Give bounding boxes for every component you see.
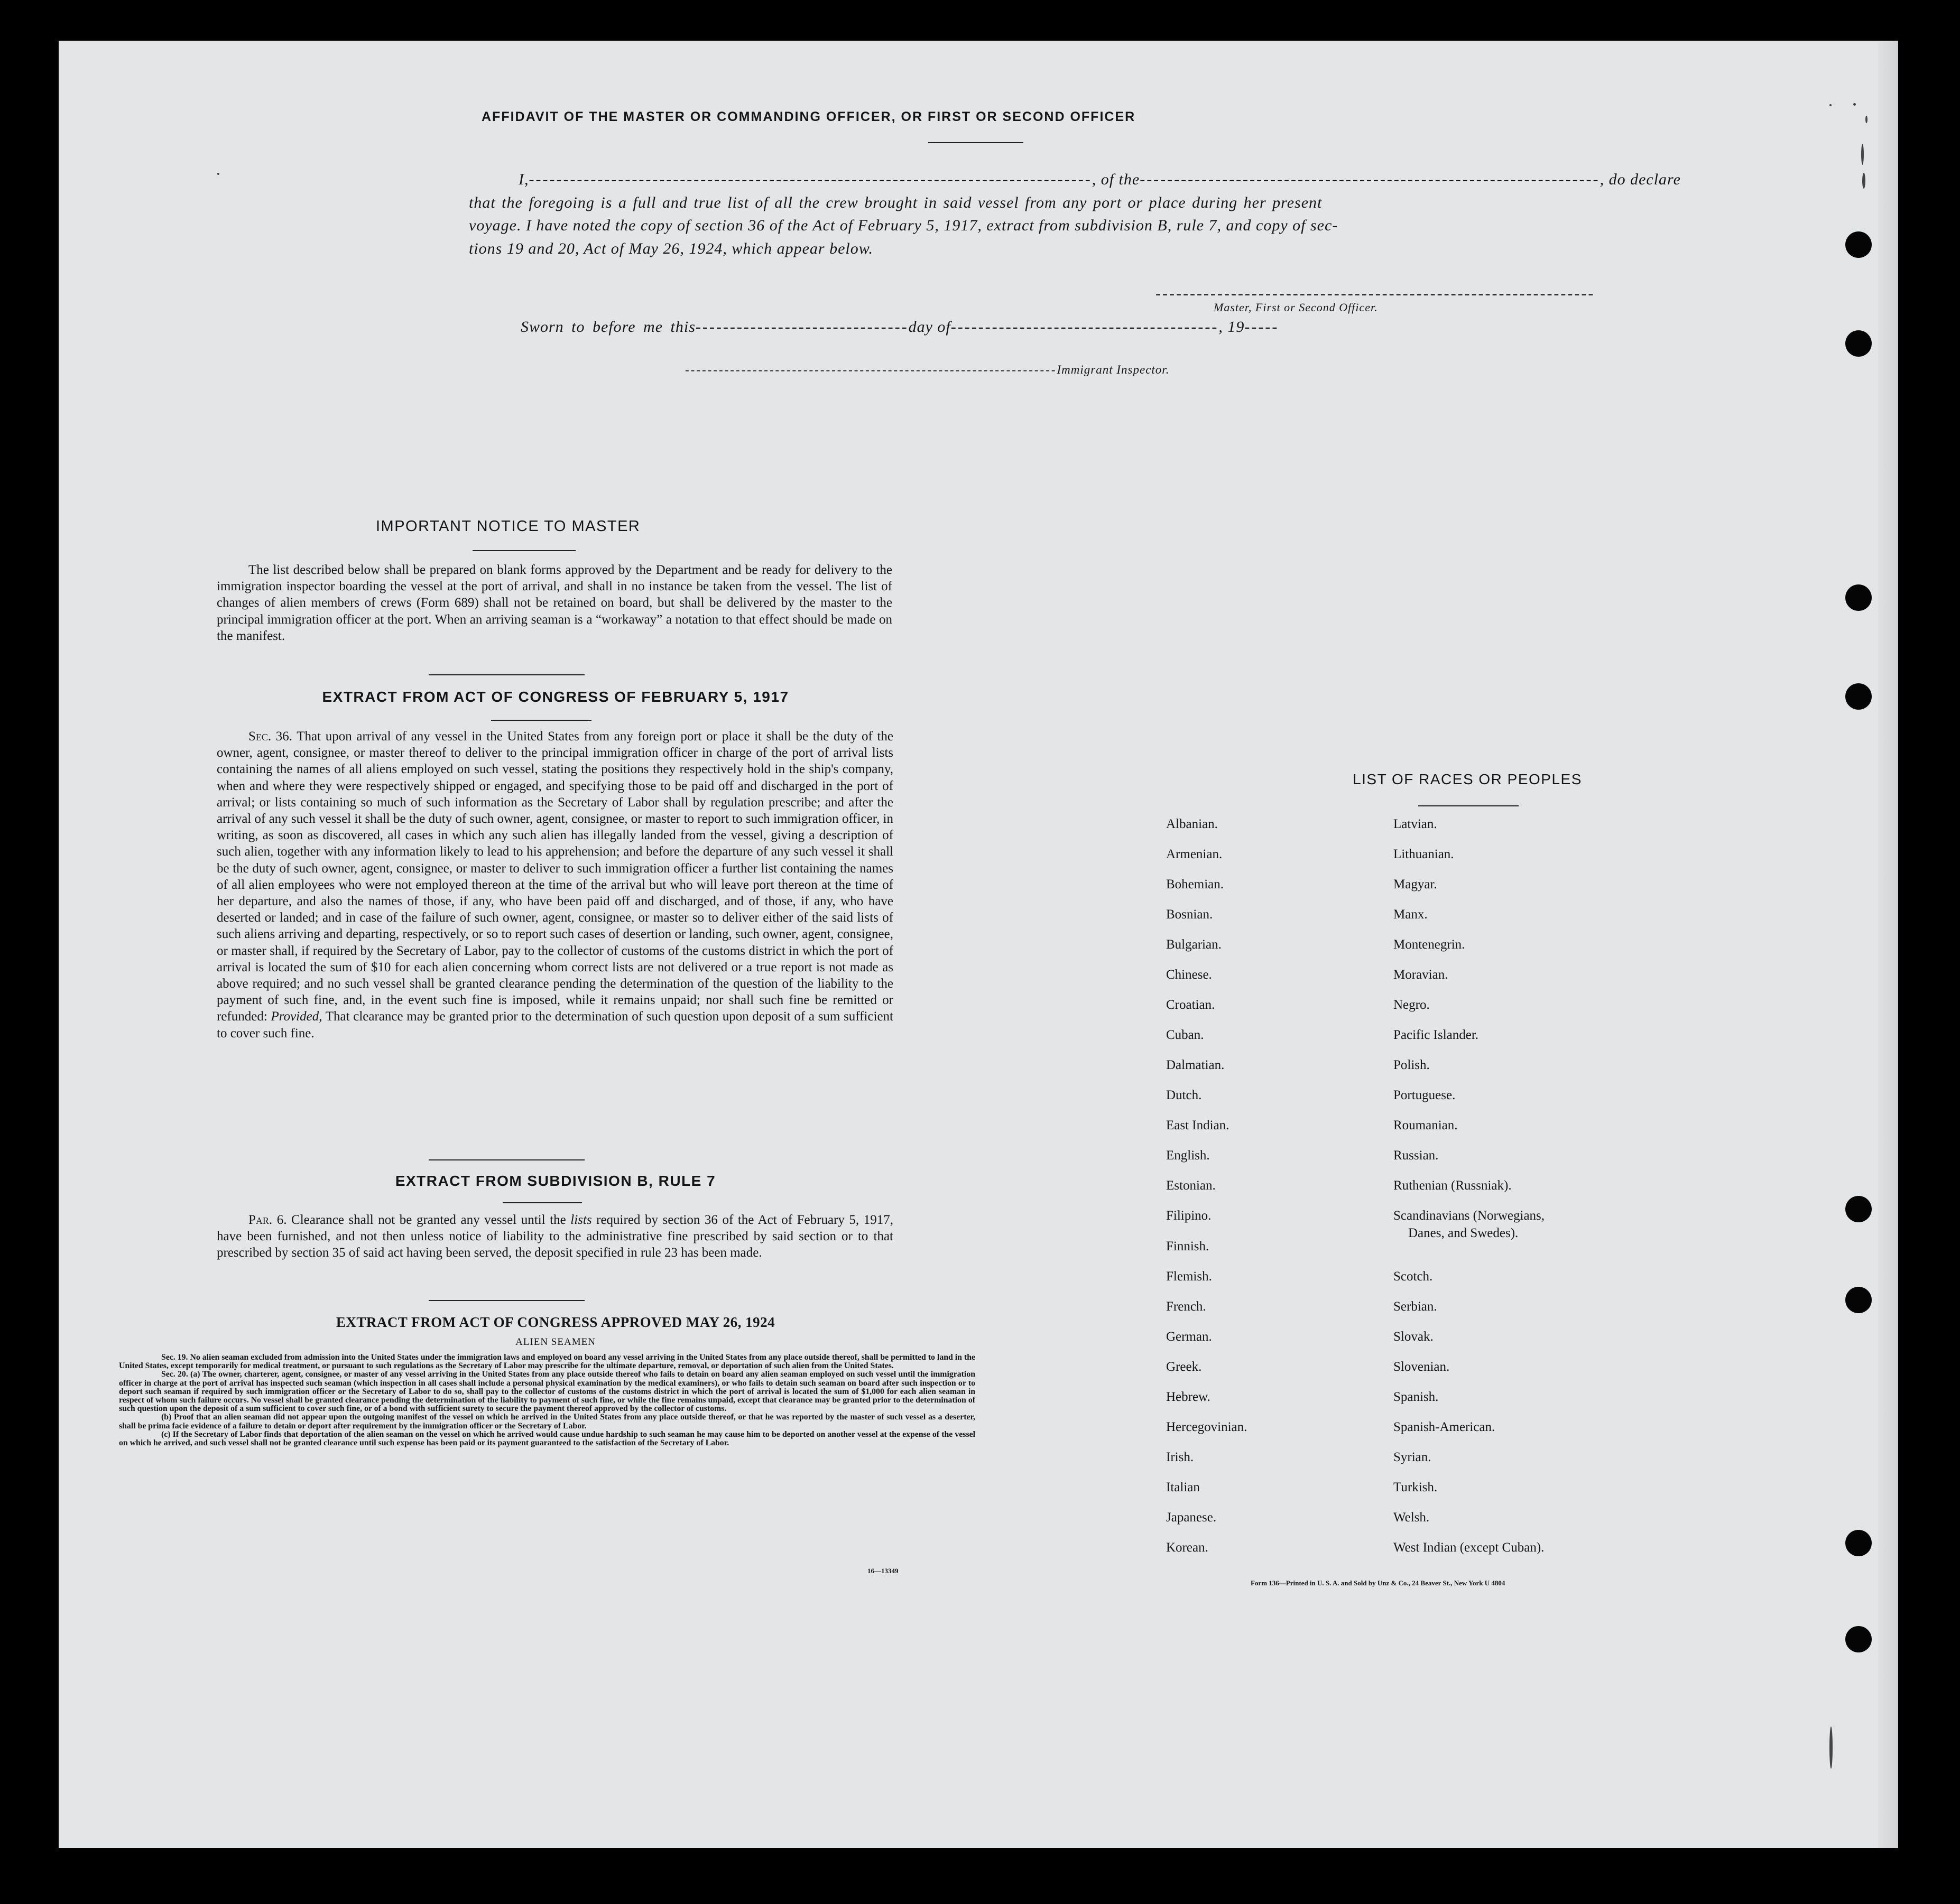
race-item: Estonian. [1166, 1178, 1216, 1193]
race-item: French. [1166, 1299, 1206, 1314]
race-item: Albanian. [1166, 817, 1218, 831]
notice-title-rule [473, 550, 576, 551]
race-item: East Indian. [1166, 1118, 1229, 1132]
sec-20c-text: (c) If the Secretary of Labor finds that deportation of the alien seaman on the vessel on which he arrived would cause undue hardship to such seaman he may cause him to be deported on another vessel at the expense of the vessel on which he arrived, and such vessel shall not be granted clearance until such expense has been paid or its payment guaranteed to the satisfaction of the Secretary of Labor. [119, 1429, 975, 1448]
extract-1917-end-rule [429, 1159, 585, 1160]
races-title-rule [1418, 805, 1519, 806]
extract-1917-title: EXTRACT FROM ACT OF CONGRESS OF FEBRUARY 5, 1917 [322, 689, 789, 705]
affidavit-line-3: voyage. I have noted the copy of section 36 of the Act of February 5, 1917, extract from subdivision B, rule 7, and copy of sec- [469, 217, 1338, 234]
form-printer-footer: Form 136—Printed in U. S. A. and Sold by Unz & Co., 24 Beaver St., New York U 4804 [1251, 1579, 1505, 1587]
race-item: Cuban. [1166, 1028, 1204, 1042]
par-6-label: Par. 6. [248, 1213, 287, 1227]
race-item: Polish. [1393, 1058, 1430, 1072]
sworn-day: day of [908, 318, 951, 336]
race-item: Moravian. [1393, 968, 1448, 982]
sec-36-body [217, 728, 893, 1042]
act-1924-title: EXTRACT FROM ACT OF CONGRESS APPROVED MAY 26, 1924 [336, 1314, 775, 1330]
extract-1917-rule [491, 720, 591, 721]
sec-20b-text: (b) Proof that an alien seaman did not appear upon the outgoing manifest of the vessel on which he arrived in the United States from any place outside thereof, or that he was reported by the master of such vessel as a deserter, shall be prima facie evidence of a failure to detain or deport after requirement by the immigration officer or the Secretary of Labor. [119, 1413, 975, 1431]
sworn-month-blank: --------------------------------------- [950, 318, 1219, 336]
race-item: Filipino. [1166, 1209, 1212, 1223]
sworn-line [521, 318, 1279, 336]
notice-body [217, 562, 892, 644]
par-6-body [217, 1212, 893, 1261]
master-signature-label: Master, First or Second Officer. [1214, 301, 1378, 314]
document-page [59, 41, 1898, 1848]
race-item: Pacific Islander. [1393, 1028, 1479, 1042]
sec-20a-text: Sec. 20. (a) The owner, charterer, agent, consignee, or master of any vessel arriving in the United States from any place outside thereof who fails to detain on board any alien seaman employed on such vessel until the immigration officer in charge at the port of arrival has inspected such seaman (which inspection in all cases shall include a personal physical examination by the medical examiners), or who fails to detain such seaman on board after such inspection or to deport such seaman if required by such immigration officer or the Secretary of Labor to do so, shall pay to the collector of customs of the customs district in which the port of arrival is located the sum of $1,000 for each alien seaman in respect of whom such failure occurs. No vessel shall be granted clearance pending the determination of the liability to payment of such fine, or while the fine remains unpaid, except that clearance may be granted prior to the determination of such question upon the deposit of a sum sufficient to cover such fine, or of a bond with sufficient surety to secure the payment thereof approved by the collector of customs. [119, 1370, 975, 1414]
race-item: Bohemian. [1166, 877, 1224, 891]
race-item: Russian. [1393, 1148, 1439, 1163]
notice-end-rule [429, 674, 585, 675]
affidavit-title: AFFIDAVIT OF THE MASTER OR COMMANDING OFFICER, OR FIRST OR SECOND OFFICER [482, 109, 1136, 124]
scan-speck [1862, 173, 1865, 189]
race-item: Hercegovinian. [1166, 1420, 1247, 1434]
race-item: Dutch. [1166, 1088, 1202, 1102]
sworn-year-blank: ----- [1244, 318, 1279, 336]
race-item: Magyar. [1393, 877, 1437, 891]
inspector-blank: ------------------------------------------------------------------ [685, 363, 1057, 376]
rule-7-rule [503, 1202, 582, 1203]
act-1924-sections [119, 1353, 975, 1447]
race-item: Lithuanian. [1393, 847, 1454, 861]
race-item: Slovenian. [1393, 1360, 1450, 1374]
race-item: Croatian. [1166, 998, 1215, 1012]
proviso-text: That clearance may be granted prior to the determination of such question upon deposit of a sum sufficient to cover such fine. [217, 1009, 894, 1041]
race-item: Japanese. [1166, 1510, 1217, 1525]
race-item: Korean. [1166, 1540, 1208, 1555]
par-6-lists: lists [570, 1213, 592, 1227]
vessel-blank: ------------------------------------------------------------------- [1140, 171, 1600, 188]
race-item: Chinese. [1166, 968, 1212, 982]
race-item: West Indian (except Cuban). [1393, 1540, 1545, 1555]
par-6-text-b: required by section 36 of the Act of February 5, 1917, have been furnished, and not then unless notice of liability to the administrative fine prescribed by said section or to that prescribed by section 35 of said act having been served, the deposit specified in rule 23 has been made. [217, 1213, 893, 1260]
act-1924-code: 16—13349 [867, 1567, 899, 1575]
race-item: Negro. [1393, 998, 1430, 1012]
sec-19-text: Sec. 19. No alien seaman excluded from admission into the United States under the immigration laws and employed on board any vessel arriving in the United States from any place outside thereof, shall be permitted to land in the United States, except temporarily for medical treatment, or pursuant to such regulations as the Secretary of Labor may prescribe for the ultimate departure, removal, or deportation of such alien from the United States. [119, 1353, 975, 1371]
race-item: Danes, and Swedes). [1408, 1226, 1519, 1240]
race-item: Scotch. [1393, 1269, 1433, 1284]
name-blank: ---------------------------------------------------------------------------------- [529, 171, 1092, 188]
race-item: Serbian. [1393, 1299, 1437, 1314]
scan-speck [1853, 103, 1856, 106]
affidavit-of-the: , of the [1092, 171, 1140, 188]
race-item: Irish. [1166, 1450, 1194, 1464]
races-title: LIST OF RACES OR PEOPLES [1353, 771, 1582, 787]
notice-title: IMPORTANT NOTICE TO MASTER [376, 518, 641, 535]
race-item: Montenegrin. [1393, 937, 1465, 952]
page-edge-shadow [1878, 41, 1898, 1848]
punch-hole [1845, 231, 1872, 258]
punch-hole [1845, 683, 1872, 710]
race-item: English. [1166, 1148, 1210, 1163]
race-item: Turkish. [1393, 1480, 1438, 1494]
affidavit-declaration-line [519, 171, 1681, 189]
race-item: Roumanian. [1393, 1118, 1458, 1132]
sworn-date-blank: ------------------------------- [695, 318, 909, 336]
race-item: Ruthenian (Russniak). [1393, 1178, 1512, 1193]
scan-speck [1829, 104, 1832, 106]
punch-hole [1845, 1626, 1872, 1652]
inspector-line [685, 363, 1169, 377]
inspector-label: Immigrant Inspector. [1057, 363, 1170, 376]
race-item: Armenian. [1166, 847, 1223, 861]
affidavit-i: I, [519, 171, 529, 188]
affidavit-line-4: tions 19 and 20, Act of May 26, 1924, which appear below. [469, 240, 874, 257]
race-item: Syrian. [1393, 1450, 1431, 1464]
sworn-year: , 19 [1218, 318, 1245, 336]
race-item: Latvian. [1393, 817, 1437, 831]
scan-speck [1829, 1726, 1833, 1769]
race-item: Dalmatian. [1166, 1058, 1225, 1072]
master-signature-blank: ---------------------------------------------------------------- [1155, 285, 1595, 302]
sworn-prefix: Sworn to before me this [521, 318, 696, 336]
race-item: German. [1166, 1330, 1212, 1344]
race-item: Spanish. [1393, 1390, 1439, 1404]
sec-36-label: Sec. 36. [248, 729, 293, 744]
race-item: Manx. [1393, 907, 1428, 922]
race-item: Portuguese. [1393, 1088, 1456, 1102]
rule-7-title: EXTRACT FROM SUBDIVISION B, RULE 7 [395, 1173, 716, 1189]
race-item: Welsh. [1393, 1510, 1430, 1525]
rule-7-end-rule [429, 1300, 585, 1301]
race-item: Hebrew. [1166, 1390, 1210, 1404]
race-item: Bosnian. [1166, 907, 1213, 922]
race-item: Flemish. [1166, 1269, 1212, 1284]
par-6-text-a: Clearance shall not be granted any vessel until the [291, 1213, 566, 1227]
punch-hole [1845, 1196, 1872, 1222]
race-item: Italian [1166, 1480, 1200, 1494]
punch-hole [1845, 584, 1872, 611]
notice-text: The list described below shall be prepared on blank forms approved by the Department and be ready for delivery to the immigration inspector boarding the vessel at the port of arrival, and shall in no instance be taken from the vessel. The list of changes of alien members of crews (Form 689) shall not be retained on board, but shall be delivered by the master to the principal immigration officer at the port. When an arriving seaman is a “workaway” a notation to that effect should be made on the manifest. [217, 563, 892, 643]
race-item: Spanish-American. [1393, 1420, 1495, 1434]
race-item: Bulgarian. [1166, 937, 1222, 952]
race-item: Greek. [1166, 1360, 1202, 1374]
race-item: Finnish. [1166, 1239, 1209, 1253]
race-item: Slovak. [1393, 1330, 1434, 1344]
scan-speck [1861, 144, 1864, 165]
punch-hole [1845, 1530, 1872, 1556]
punch-hole [1845, 330, 1872, 357]
race-item: Scandinavians (Norwegians, [1393, 1209, 1545, 1223]
scan-speck [217, 173, 219, 175]
affidavit-declare: , do declare [1600, 171, 1681, 188]
proviso-label: Provided, [271, 1009, 322, 1024]
scan-speck [1865, 116, 1867, 123]
act-1924-subtitle: ALIEN SEAMEN [515, 1336, 596, 1348]
sec-36-text: That upon arrival of any vessel in the United States from any foreign port or place it shall be the duty of the owner, agent, consignee, or master thereof to deliver to the principal immigration officer in charge of the port of arrival lists containing the names of all aliens employed on such vessel, stating the positions they respectively hold in the ship's company, when and where they were respectively shipped or engaged, and specifying those to be paid off and discharged in the port of arrival; or lists containing so much of such information as the Secretary of Labor shall by regulation prescribe; and after the arrival of any such vessel it shall be the duty of such owner, agent, consignee, or master to report to such immigration officer, in writing, as soon as discovered, all cases in which any such alien has illegally landed from the vessel, giving a description of such alien, together with any information likely to lead to his apprehension; and before the departure of any such vessel it shall be the duty of such owner, agent, consignee, or master to deliver to such immigration officer a further list containing the names of all alien employees who were not employed thereon at the time of the arrival but who will leave port thereon at the time of her departure, and also the names of those, if any, who have been paid off and discharged, and of those, if any, who have deserted or landed; and in case of the failure of such owner, agent, consignee, or master so to deliver either of the said lists of such aliens arriving and departing, respectively, or so to report such cases of desertion or landing, such owner, agent, consignee, or master shall, if required by the Secretary of Labor, pay to the collector of customs of the customs district in which the port of arrival is located the sum of $10 for each alien concerning whom correct lists are not delivered or a true report is not made as above required; and no such vessel shall be granted clearance pending the determination of the question of the liability to the payment of such fine, and, in the event such fine is imposed, while it remains unpaid; nor shall such fine be remitted or refunded: [217, 729, 894, 1024]
affidavit-title-rule [928, 142, 1023, 143]
affidavit-line-2: that the foregoing is a full and true list of all the crew brought in said vessel from any port or place during her present [469, 194, 1323, 211]
punch-hole [1845, 1287, 1872, 1313]
